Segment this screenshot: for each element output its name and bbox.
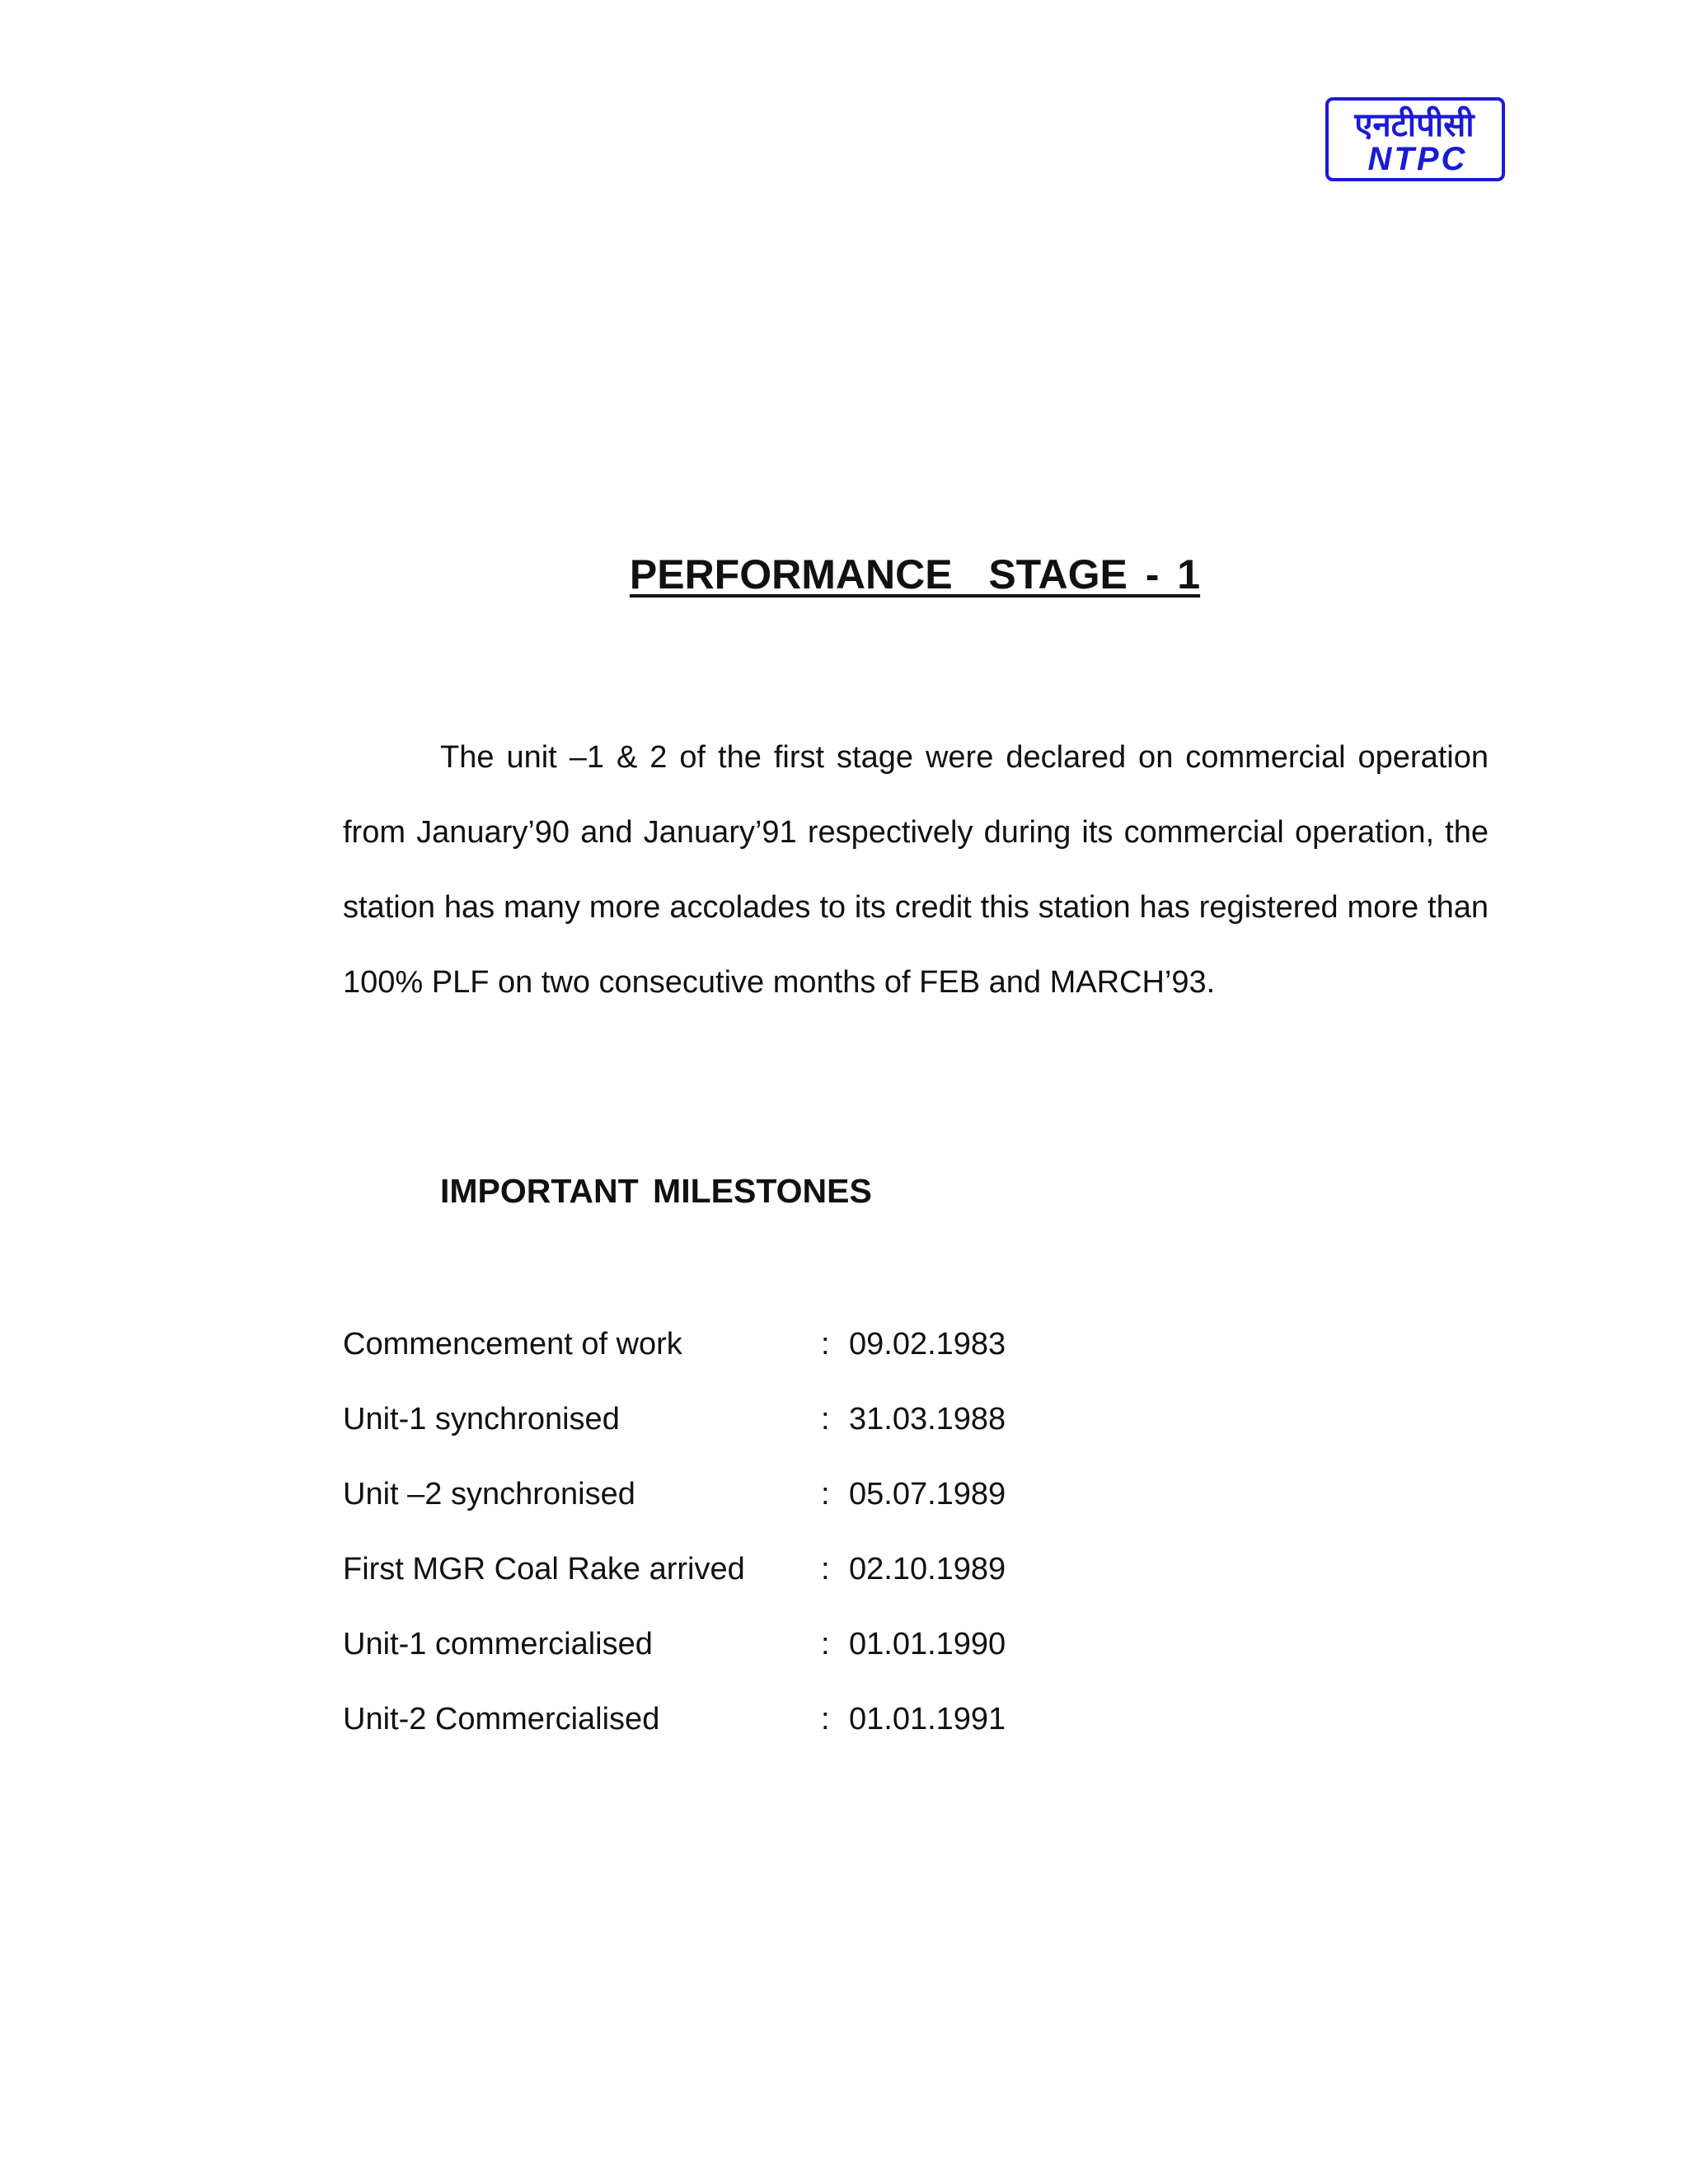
- ntpc-logo-graphic: [1329, 101, 1502, 178]
- logo-latin-text: NTPC: [1367, 141, 1468, 177]
- milestone-date: 02.10.1989: [849, 1552, 1006, 1586]
- milestone-row: [343, 1327, 1085, 1402]
- milestone-row: [343, 1702, 1085, 1777]
- milestone-separator: :: [821, 1327, 830, 1361]
- milestones-heading: IMPORTANT MILESTONES: [440, 1172, 872, 1210]
- milestone-separator: :: [821, 1627, 830, 1661]
- milestone-separator: :: [821, 1402, 830, 1436]
- milestone-separator: :: [821, 1552, 830, 1586]
- milestone-date: 05.07.1989: [849, 1477, 1006, 1511]
- milestone-label: Commencement of work: [343, 1327, 682, 1361]
- logo-hindi-text: एनटीपीसी: [1354, 106, 1475, 144]
- milestone-separator: :: [821, 1702, 830, 1736]
- milestone-label: Unit-1 commercialised: [343, 1627, 653, 1661]
- page-title: PERFORMANCE STAGE - 1: [629, 551, 1201, 598]
- milestone-label: First MGR Coal Rake arrived: [343, 1552, 745, 1586]
- milestone-row: [343, 1552, 1085, 1627]
- milestones-list: [343, 1327, 1085, 1777]
- milestone-row: [343, 1477, 1085, 1552]
- milestone-label: Unit-2 Commercialised: [343, 1702, 660, 1736]
- milestone-date: 31.03.1988: [849, 1402, 1006, 1436]
- ntpc-logo: [1325, 97, 1505, 181]
- milestone-date: 09.02.1983: [849, 1327, 1006, 1361]
- milestone-date: 01.01.1991: [849, 1702, 1006, 1736]
- milestone-row: [343, 1627, 1085, 1702]
- milestone-date: 01.01.1990: [849, 1627, 1006, 1661]
- milestone-label: Unit-1 synchronised: [343, 1402, 620, 1436]
- intro-paragraph: The unit –1 & 2 of the first stage were declared on commercial operation from January’90 and January’91 respectively during its commercial operation, the station has many more accolades to its credit this station has registered more than 100% PLF on two consecutive months of FEB and MARCH’93.: [343, 740, 1489, 1000]
- milestone-separator: :: [821, 1477, 830, 1511]
- milestone-row: [343, 1402, 1085, 1477]
- milestone-label: Unit –2 synchronised: [343, 1477, 635, 1511]
